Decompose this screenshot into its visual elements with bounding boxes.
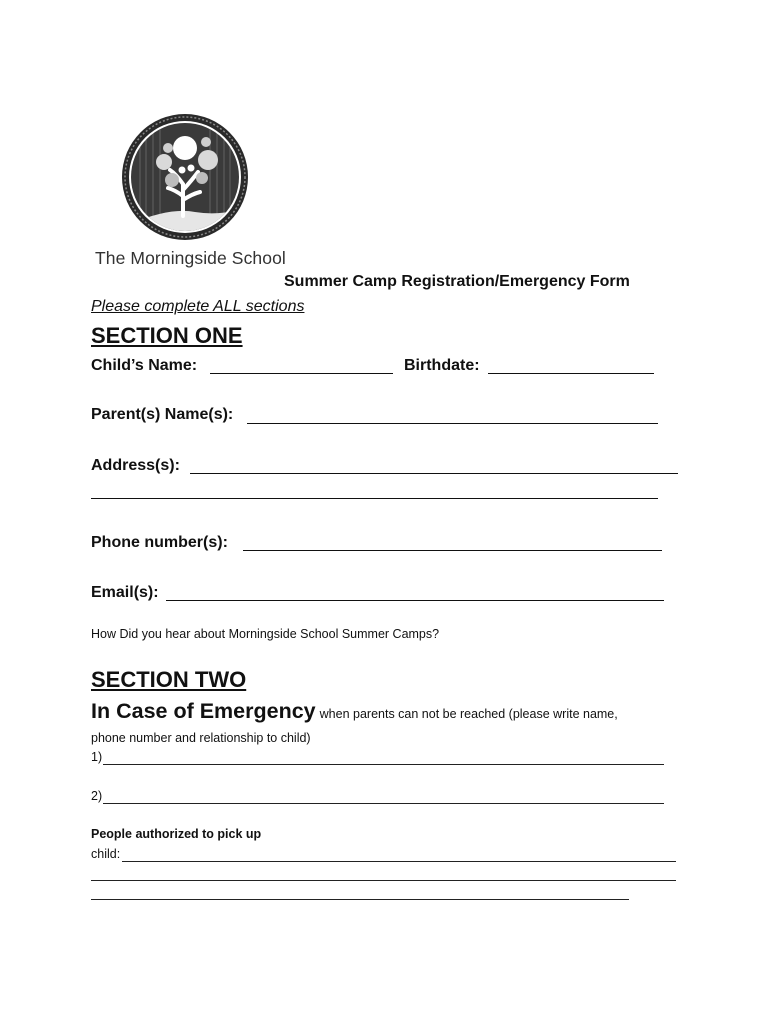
phone-label: Phone number(s): — [91, 534, 228, 551]
childs-name-field[interactable] — [210, 373, 393, 374]
email-field[interactable] — [166, 600, 664, 601]
school-name: The Morningside School — [95, 248, 286, 268]
emergency-title: In Case of Emergency — [91, 699, 316, 723]
email-label: Email(s): — [91, 584, 159, 601]
emergency-contact-1-field[interactable] — [103, 764, 664, 765]
birthdate-label: Birthdate: — [404, 357, 480, 374]
emergency-heading — [91, 699, 618, 724]
emergency-contact-2-label: 2) — [91, 789, 103, 803]
parents-name-field[interactable] — [247, 423, 658, 424]
pickup-field-line-2[interactable] — [91, 880, 676, 881]
form-title: Summer Camp Registration/Emergency Form — [284, 273, 630, 290]
form-instructions: Please complete ALL sections — [91, 298, 305, 315]
parents-name-label: Parent(s) Name(s): — [91, 406, 234, 423]
birthdate-field[interactable] — [488, 373, 654, 374]
address-label: Address(s): — [91, 457, 180, 474]
emergency-note-continued: phone number and relationship to child) — [91, 731, 311, 745]
emergency-note: when parents can not be reached (please write name, — [319, 707, 618, 721]
address-field-line-1[interactable] — [190, 473, 678, 474]
pickup-field-line-1[interactable] — [122, 861, 676, 862]
pickup-field-line-3[interactable] — [91, 899, 629, 900]
address-field-line-2[interactable] — [91, 498, 658, 499]
hear-about-question: How Did you hear about Morningside School Summer Camps? — [91, 627, 440, 641]
pickup-label: People authorized to pick up — [91, 827, 262, 841]
pickup-label-continued: child: — [91, 847, 121, 861]
emergency-contact-2-field[interactable] — [103, 803, 664, 804]
childs-name-label: Child’s Name: — [91, 357, 198, 374]
section-two-heading: SECTION TWO — [91, 667, 247, 692]
emergency-contact-1-label: 1) — [91, 750, 103, 764]
phone-field[interactable] — [243, 550, 662, 551]
section-one-heading: SECTION ONE — [91, 323, 243, 348]
school-logo — [120, 112, 250, 242]
